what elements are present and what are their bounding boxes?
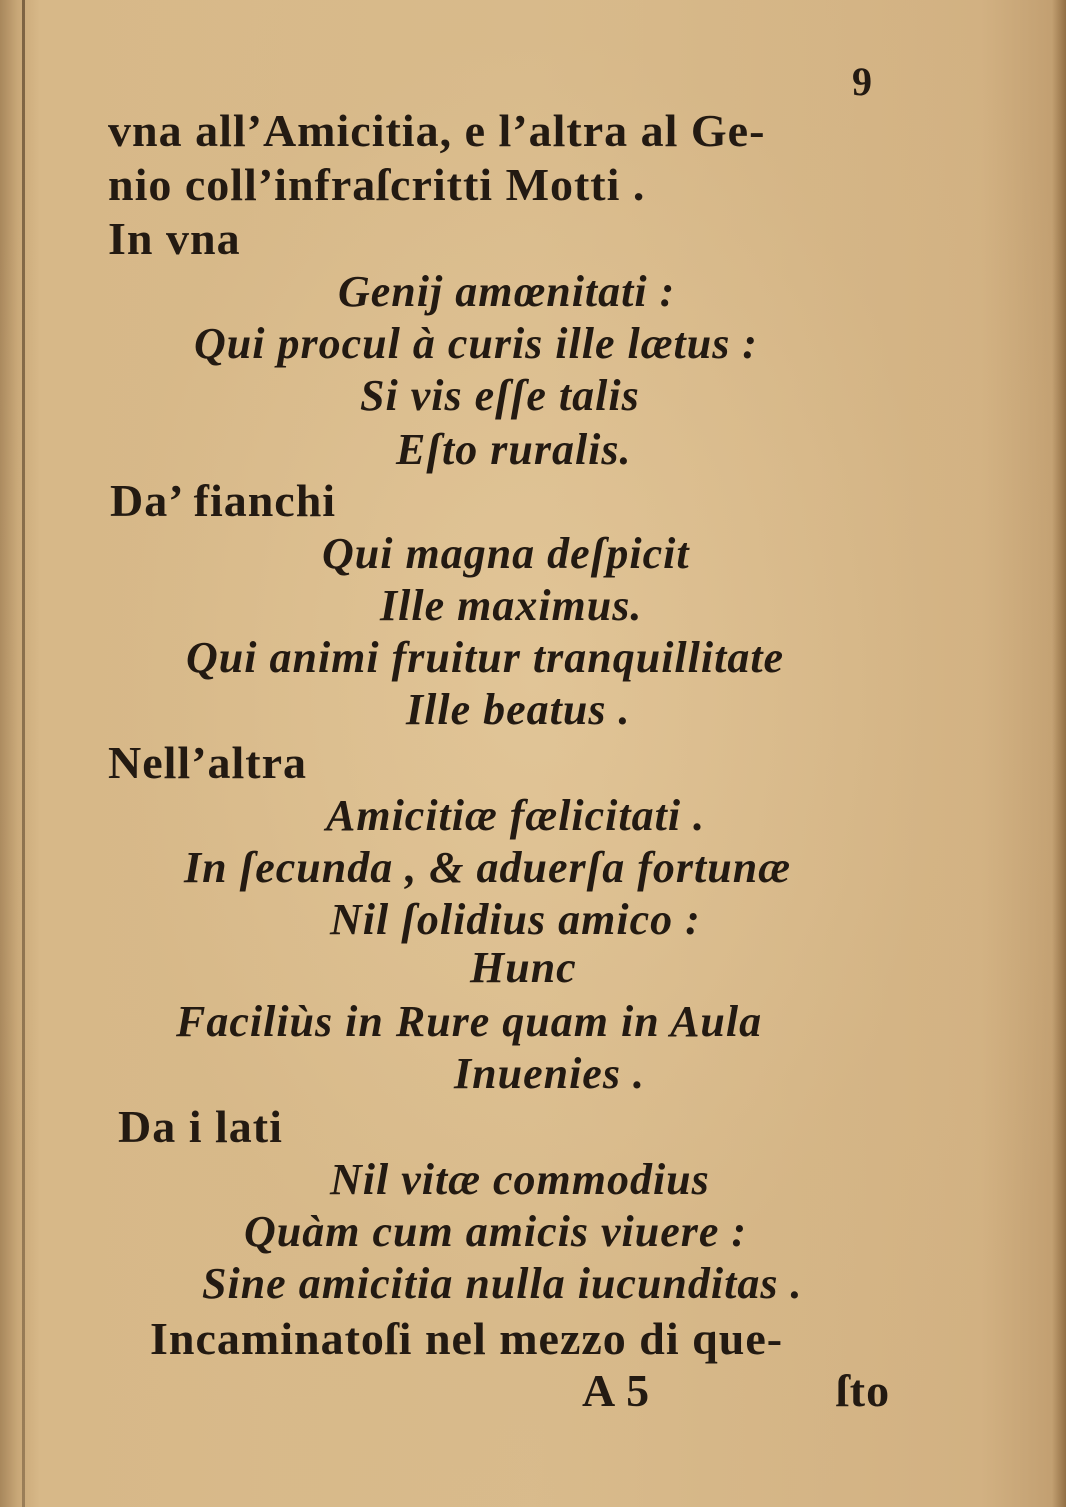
motto-line: Nil vitæ commodius <box>330 1155 710 1204</box>
catchword: ſto <box>836 1365 891 1416</box>
motto-line: Qui animi fruitur tranquillitate <box>186 633 785 682</box>
motto-line: Sine amicitia nulla iucunditas . <box>202 1259 803 1308</box>
motto-line: Qui magna deſpicit <box>322 529 690 578</box>
page-outer-edge <box>1052 0 1066 1507</box>
motto-line: Hunc <box>470 943 577 992</box>
motto-line: Nil ſolidius amico : <box>330 895 701 944</box>
motto-line: Si vis eſſe talis <box>360 371 640 420</box>
text-line-1: vna all’Amicitia, e l’altra al Ge- <box>108 105 766 156</box>
motto-line: In ſecunda , & aduerſa fortunæ <box>184 843 791 892</box>
text-line-final: Incaminatoſi nel mezzo di que- <box>150 1313 784 1364</box>
motto-line: Amicitiæ fælicitati . <box>326 791 706 840</box>
signature-mark: A 5 <box>582 1365 651 1416</box>
page-number: 9 <box>852 59 873 104</box>
section-heading-nell-altra: Nell’altra <box>108 737 308 788</box>
page-gutter-edge <box>22 0 25 1507</box>
motto-line: Qui procul à curis ille lætus : <box>194 319 758 368</box>
section-heading-in-vna: In vna <box>108 213 241 264</box>
motto-line: Faciliùs in Rure quam in Aula <box>176 997 763 1046</box>
motto-line: Eſto ruralis. <box>396 425 632 474</box>
motto-line: Quàm cum amicis viuere : <box>244 1207 748 1256</box>
motto-line: Ille beatus . <box>406 685 631 734</box>
motto-line: Genij amœnitati : <box>338 267 676 316</box>
text-line-2: nio coll’infraſcritti Motti . <box>108 159 646 210</box>
motto-line: Ille maximus. <box>380 581 643 630</box>
motto-line: Inuenies . <box>454 1049 645 1098</box>
section-heading-da-i-lati: Da i lati <box>118 1101 283 1152</box>
section-heading-da-fianchi: Da’ fianchi <box>110 475 337 526</box>
